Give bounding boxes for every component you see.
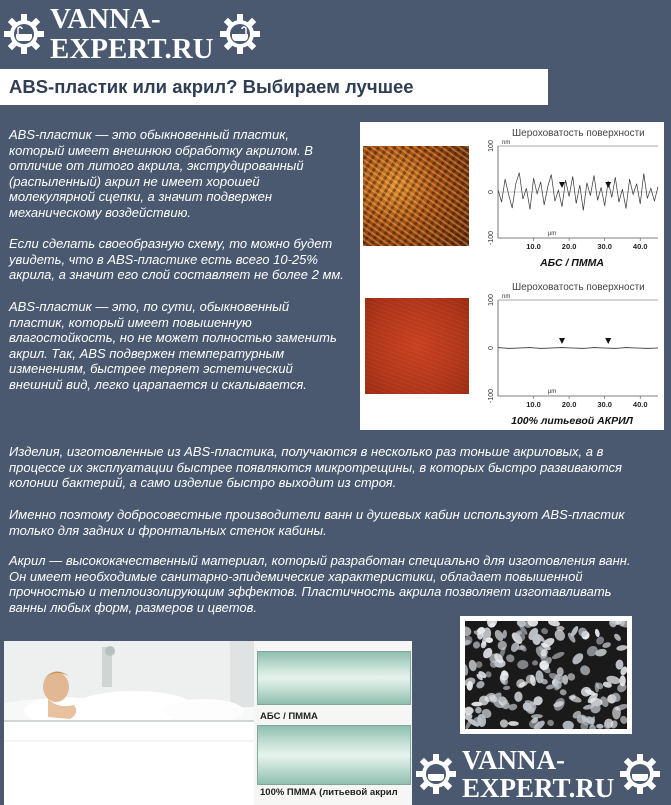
gear-bath-icon [416,754,456,794]
chart-caption: АБС / ПММА [540,257,604,269]
x-tick-label: 30.0 [597,242,612,251]
granules-image [465,621,627,729]
logo-line-2: EXPERT.RU [50,33,214,66]
cursor-marker [605,338,611,344]
y-tick-label: 100 [488,294,495,306]
cast-acrylic-label: 100% ПММА (литьевой акрил [260,787,398,798]
site-logo[interactable] [4,4,260,65]
samples-photo [254,641,412,805]
granule [474,706,483,715]
y-tick-label: 0 [488,190,495,194]
abs-pmma-sample [257,651,411,705]
granule [508,721,519,726]
abs-surface-photo [363,146,469,246]
text-line: Именно поэтому добросовестные производители ванн и душевых кабин используют ABS-пластик [9,507,625,522]
granule [578,663,592,677]
granule [546,719,555,728]
text-line: ванны любых форм, размеров и цветов. [9,599,258,615]
x-tick-label: 40.0 [632,242,648,251]
granule [498,718,509,729]
granule [596,724,604,729]
granule [594,628,600,637]
gear-bath-icon [4,14,44,54]
acrylic-granules-photo [460,616,632,734]
paragraph-abs-drawbacks [9,444,622,491]
text-line: Акрил — высококачественный материал, который разработан специально для изготовления ванн. [9,553,631,568]
granule [472,640,482,650]
abs-pmma-label: АБС / ПММА [260,711,318,722]
text-line: Если сделать своеобразную схему, то можно будет [9,236,333,251]
gear-bath-icon [620,754,660,794]
logo-line-2: EXPERT.RU [462,773,615,804]
x-axis-label: µm [547,231,557,237]
acrylic-roughness-chart [472,278,662,428]
text-line: акрил. Так, ABS подвержен температурным [9,345,285,361]
granule [616,644,627,651]
text-line: изменениям, быстрее теряет эстетический [9,361,293,377]
granule [551,650,565,660]
granule [619,715,627,725]
page-title: ABS-пластик или акрил? Выбираем лучшее [9,76,414,97]
text-line: молекулярной сцепки, а значит подвержен [9,189,273,205]
chart-caption: 100% литьевой АКРИЛ [511,415,633,427]
granule [515,677,527,689]
text-line: только для задних и фронтальных стенок кабины. [9,522,327,538]
granule [580,686,592,698]
site-logo-bottom[interactable] [416,746,660,803]
granule [620,621,627,628]
granule [562,720,574,729]
paragraph-abs-scheme [9,236,344,283]
granule [503,685,511,690]
y-axis-label: nm [502,140,511,146]
text-line: отличие от литого акрила, экструдированный [9,158,304,174]
x-tick-label: 20.0 [561,400,577,409]
acrylic-surface-photo [365,298,469,394]
granule [486,621,499,629]
logo-line-1: VANNA- [462,745,566,775]
granule [475,680,486,690]
text-line: ABS-пластик — это обыкновенный пластик, [9,127,289,142]
text-line: пластик, который имеет повышенную [9,314,252,330]
granule [517,660,529,670]
text-line: который имеет внешнюю обработку акрилом. В [9,142,313,158]
gear-bath-icon [220,14,260,54]
y-axis-label: nm [502,294,511,300]
bath-illustration [4,641,254,805]
y-tick-label: -100 [488,230,495,246]
granule [570,651,585,666]
cast-acrylic-sample [257,725,411,785]
paragraph-acrylic [9,553,631,615]
text-line: механическому воздействию. [9,204,191,220]
text-line: процессе их эксплуатации быстрее появляются микротрещины, в которых быстро развиваются [9,459,622,475]
paragraph-manufacturers [9,507,625,538]
abs-roughness-chart [472,124,662,270]
x-axis-label: µm [547,389,557,395]
granule [516,621,527,628]
roughness-comparison-image [360,122,664,430]
chart-title: Шероховатость поверхности [512,282,645,293]
granule [471,702,482,707]
cursor-marker [559,182,565,188]
granules-graphic [465,621,627,729]
paragraph-abs-definition [9,127,313,221]
cursor-marker [559,338,565,344]
y-tick-label: -100 [488,388,495,404]
granule [465,663,469,676]
text-line: Он имеет необходимые санитарно-эпидемические характеристики, обладает повышенной [9,568,583,584]
granule [559,689,567,696]
granule [465,706,474,715]
granule [514,691,523,702]
y-tick-label: 100 [488,140,495,152]
x-tick-label: 20.0 [561,242,577,251]
y-tick-label: 0 [488,346,495,350]
chart-title: Шероховатость поверхности [512,128,645,139]
text-line: ABS-пластик — это, по сути, обыкновенный [9,299,290,314]
x-tick-label: 10.0 [526,400,541,409]
granule [532,660,538,666]
roughness-line [498,173,658,211]
text-line: внешний вид, легко царапается и скалывается. [9,376,307,392]
granule [505,653,516,663]
logo-line-1: VANNA- [50,3,161,35]
granule [613,632,622,642]
granule [540,627,549,635]
text-line: влагостойкость, но не может полностью заменить [9,330,337,346]
text-line: увидеть, что в ABS-пластике есть всего 10-25% [9,251,318,267]
x-tick-label: 40.0 [632,400,648,409]
granule [496,639,509,652]
text-line: колонии бактерий, а само изделие быстро выходит из строя. [9,475,397,491]
text-line: прочностью и теплоизолирующим эффектов. Пластичность акрила позволяет изготавливать [9,584,612,600]
title-bar [0,69,548,105]
x-tick-label: 10.0 [526,242,541,251]
granule [465,626,472,638]
bath-photo [4,641,254,805]
text-line: акрила, а значит его слой составляет не более 2 мм. [9,267,344,283]
cursor-marker [605,182,611,188]
text-line: (распыленный) акрил не имеет хорошей [9,173,260,189]
x-tick-label: 30.0 [597,400,612,409]
roughness-line [498,348,658,349]
text-line: Изделия, изготовленные из ABS-пластика, получаются в несколько раз тоньше акриловых, а в [9,444,604,459]
paragraph-abs-properties [9,299,337,393]
